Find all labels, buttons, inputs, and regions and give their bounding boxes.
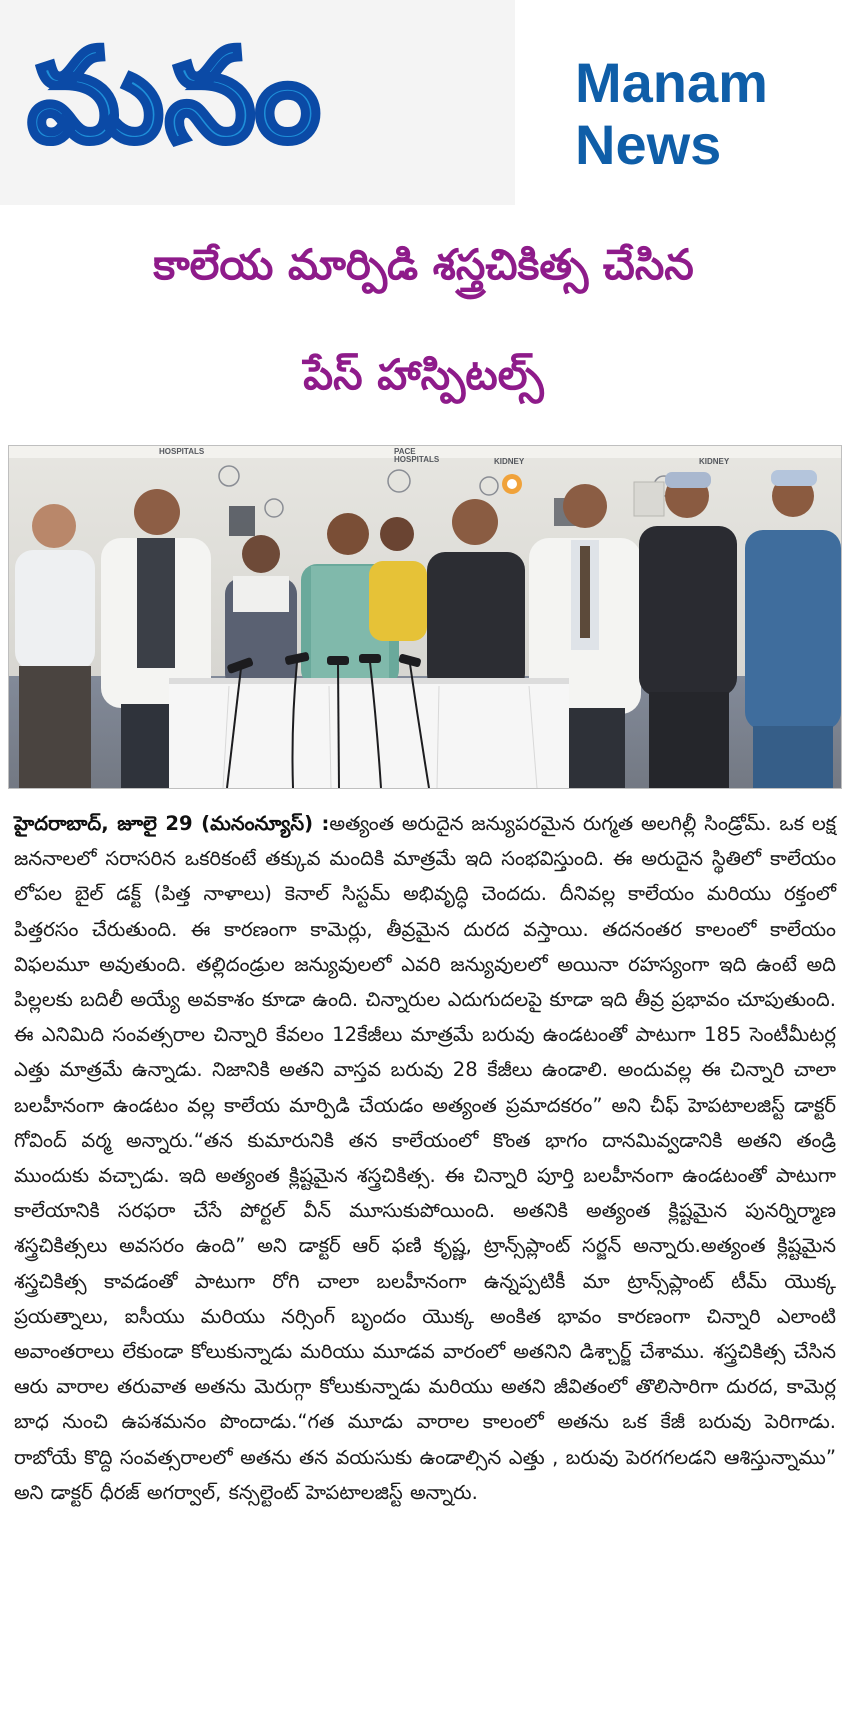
banner-label: KIDNEY <box>494 457 525 466</box>
masthead <box>0 0 847 210</box>
brand-line-2: News <box>575 113 722 176</box>
news-photo <box>8 445 842 789</box>
article-body <box>14 806 836 1510</box>
newspaper-logo <box>0 0 515 205</box>
article-text: అత్యంత అరుదైన జన్యుపరమైన రుగ్మత అలగిల్లీ సిండ్రోమ్. ఒక లక్ష జననాలలో సరాసరిన ఒకరికంటే తక్కువ మందికి మాత్రమే ఇది సంభవిస్తుంది. ఈ అరుదైన స్థితిలో కాలేయం లోపల బైల్ డక్ట్ (పిత్త నాళాలు) కెనాల్ సిస్టమ్ అభివృద్ధి చెందదు. దీనివల్ల కాలేయం మరియు రక్తంలో పిత్తరసం చేరుతుంది. ఈ కారణంగా కామెర్లు, తీవ్రమైన దురద వస్తాయి. తదనంతర కాలంలో కాలేయం విఫలమూ అవుతుంది. తల్లిదండ్రుల జన్యువులలో ఎవరి జన్యువులలో అయినా రహస్యంగా ఇది ఉంటే అది పిల్లలకు బదిలీ అయ్యే అవకాశం కూడా ఉంది. చిన్నారుల ఎదుగుదలపై కూడా ఇది తీవ్ర ప్రభావం చూపుతుంది. ఈ ఎనిమిది సంవత్సరాల చిన్నారి కేవలం 12కేజీలు మాత్రమే బరువు ఉండటంతో పాటుగా 185 సెంటీమీటర్ల ఎత్తు మాత్రమే ఉన్నాడు. నిజానికి అతని వాస్తవ బరువు 28 కేజీలు ఉండాలి. అందువల్ల ఈ చిన్నారి చాలా బలహీనంగా ఉండటం వల్ల కాలేయ మార్పిడి చేయడం అత్యంత ప్రమాదకరం” అని చీఫ్ హెపటాలజిస్ట్ డాక్టర్ గోవింద్ వర్మ అన్నారు.“తన కుమారునికి తన కాలేయంలో కొంత భాగం దానమివ్వడానికి అతని తండ్రి ముందుకు వచ్చాడు. ఇది అత్యంత క్లిష్టమైన శస్త్రచికిత్స. ఈ చిన్నారి పూర్తి బలహీనంగా ఉండటంతో పాటుగా కాలేయానికి సరఫరా చేసే పోర్టల్ వీన్ మూసుకుపోయింది. అతనికి అత్యంత క్లిష్టమైన పునర్నిర్మాణ శస్త్రచికిత్సలు అవసరం ఉంది” అని డాక్టర్ ఆర్ ఫణి కృష్ణ, ట్రాన్స్‌ప్లాంట్ సర్జన్ అన్నారు.అత్యంత క్లిష్టమైన శస్త్రచికిత్స కావడంతో పాటుగా రోగి చాలా బలహీనంగా ఉన్నప్పటికీ మా ట్రాన్స్‌ప్లాంట్ టీమ్ యొక్క ప్రయత్నాలు, ఐసీయు మరియు నర్సింగ్ బృందం యొక్క అంకిత భావం కారణంగా చిన్నారి ఎలాంటి అవాంతరాలు లేకుండా కోలుకున్నాడు మరియు మూడవ వారంలో అతనిని డిశ్చార్జ్ చేశాము. శస్త్రచికిత్స చేసిన ఆరు వారాల తరువాత అతను మెరుగ్గా కోలుకున్నాడు మరియు అతని జీవితంలో తొలిసారిగా దురద, కామెర్ల బాధ నుంచి ఉపశమనం పొందాడు.“గత మూడు వారాల కాలంలో అతను ఒక కేజీ బరువు పెరిగాడు. రాబోయే కొద్ది సంవత్సరాలలో అతను తన వయసుకు ఉండాల్సిన ఎత్తు , బరువు పెరగగలడని ఆశిస్తున్నాము” అని డాక్టర్ ధీరజ్ అగర్వాల్, కన్సల్టెంట్ హెపటాలజిస్ట్ అన్నారు. <box>14 812 836 1504</box>
headline-line-1: కాలేయ మార్పిడి శస్త్రచికిత్స చేసిన <box>153 240 694 289</box>
banner-label: HOSPITALS <box>394 455 440 464</box>
press-meet-photo <box>9 446 841 788</box>
headline-line-2: పేస్ హాస్పిటల్స్ <box>303 350 544 399</box>
banner-label: PACE <box>394 447 416 456</box>
logo-wordmark: మనం <box>28 22 323 171</box>
banner-label: KIDNEY <box>699 457 730 466</box>
banner-label: HOSPITALS <box>159 447 205 456</box>
brand-name <box>575 52 835 176</box>
brand-line-1: Manam <box>575 51 768 114</box>
dateline: హైదరాబాద్, జూలై 29 (మనంన్యూస్) : <box>14 812 330 835</box>
